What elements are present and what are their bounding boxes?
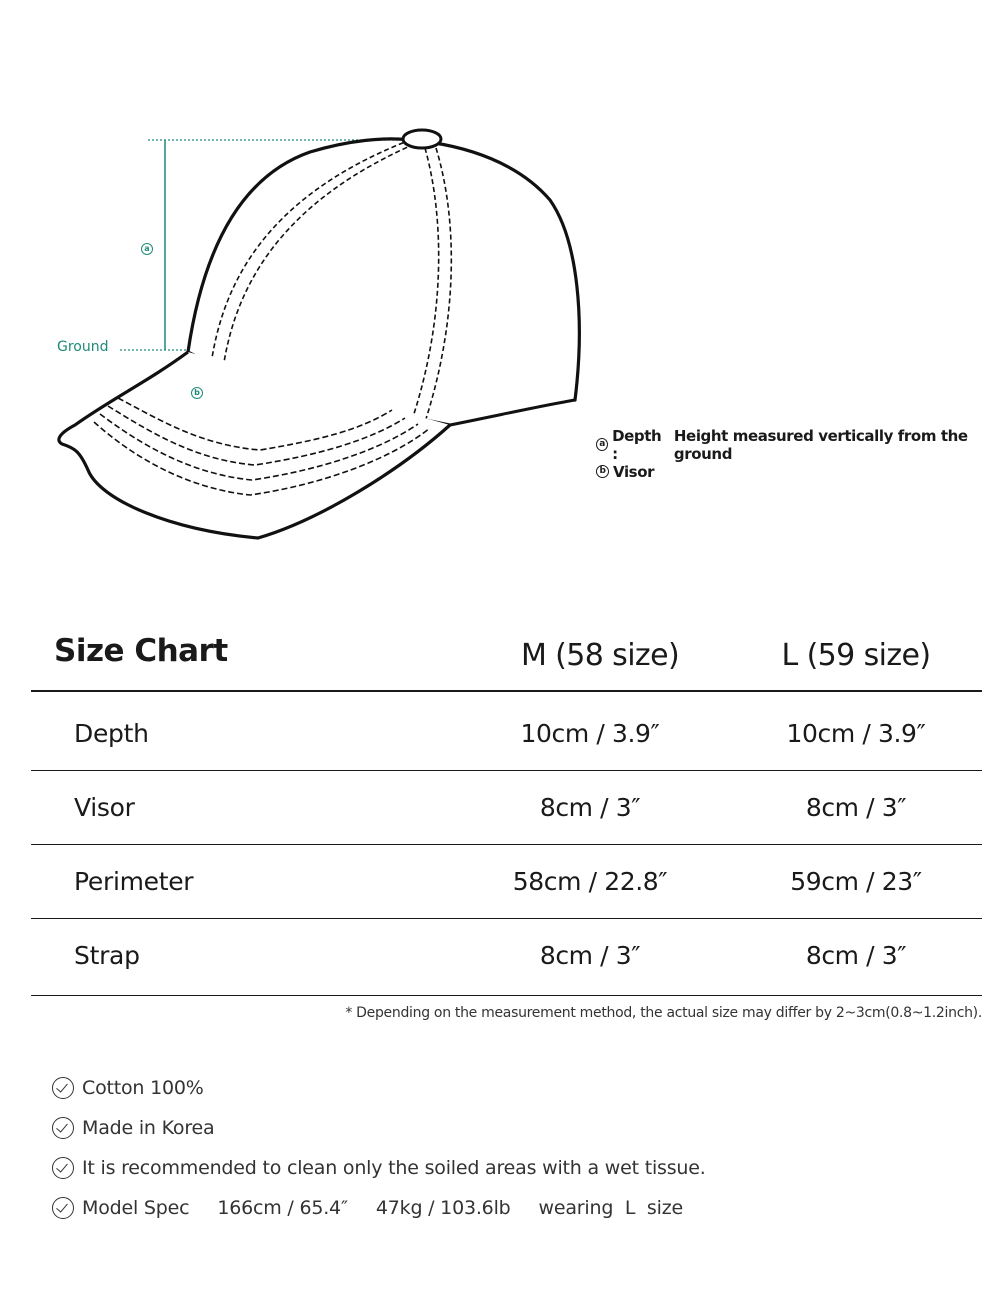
- cell-l: 59cm / 23″: [790, 866, 922, 896]
- top-button: [403, 130, 441, 148]
- table-row-strap: [31, 918, 982, 992]
- column-header-m: M (58 size): [520, 638, 680, 673]
- cell-m: 10cm / 3.9″: [520, 718, 660, 748]
- table-row-perimeter: [31, 844, 982, 918]
- row-label: Visor: [74, 792, 135, 822]
- check-circle-icon: [52, 1117, 74, 1139]
- feature-item: [52, 1148, 706, 1188]
- product-features: [52, 1068, 706, 1228]
- stitch-left-2: [222, 146, 410, 376]
- legend-marker-b: b: [596, 465, 609, 478]
- table-top-rule: [31, 690, 982, 692]
- model-wearing-size: wearing L size: [538, 1197, 683, 1219]
- visor-marker: b: [191, 387, 203, 399]
- diagram-legend: [596, 426, 1000, 485]
- model-height: 166cm / 65.4″: [217, 1197, 348, 1219]
- feature-text: Made in Korea: [82, 1117, 215, 1139]
- legend-item-depth: [596, 426, 1000, 463]
- feature-text: It is recommended to clean only the soiled areas with a wet tissue.: [82, 1157, 706, 1179]
- stitch-center-1: [412, 148, 439, 420]
- cell-l: 10cm / 3.9″: [786, 718, 926, 748]
- legend-text-depth: Height measured vertically from the ground: [673, 426, 968, 463]
- cell-m: 58cm / 22.8″: [512, 866, 668, 896]
- legend-marker-a: a: [596, 438, 608, 451]
- measurement-note: * Depending on the measurement method, the actual size may differ by 2~3cm(0.8~1.2inch).: [345, 1005, 982, 1021]
- check-circle-icon: [52, 1157, 74, 1179]
- model-spec: [52, 1188, 706, 1228]
- column-header-l: L (59 size): [781, 638, 931, 673]
- row-label: Perimeter: [74, 866, 194, 896]
- crown-outline: [188, 139, 579, 400]
- row-label: Depth: [74, 718, 149, 748]
- cap-diagram: [0, 0, 1000, 580]
- feature-item: [52, 1068, 706, 1108]
- check-circle-icon: [52, 1197, 74, 1219]
- cell-l: 8cm / 3″: [805, 940, 907, 970]
- ground-label: Ground: [57, 339, 109, 355]
- cell-m: 8cm / 3″: [539, 792, 641, 822]
- table-bottom-rule: [31, 995, 982, 996]
- visor-outline: [59, 352, 450, 538]
- legend-label-depth: Depth :: [612, 426, 662, 463]
- feature-item: [52, 1108, 706, 1148]
- size-chart-title: Size Chart: [54, 633, 228, 669]
- check-circle-icon: [52, 1077, 74, 1099]
- feature-text: Cotton 100%: [82, 1077, 204, 1099]
- cell-m: 8cm / 3″: [539, 940, 641, 970]
- stitch-left-1: [210, 142, 405, 372]
- cap-illustration: [0, 0, 1000, 580]
- model-spec-label: Model Spec: [82, 1197, 190, 1219]
- table-row-depth: [31, 696, 982, 770]
- cell-l: 8cm / 3″: [805, 792, 907, 822]
- depth-marker: a: [141, 243, 153, 255]
- legend-label-visor: Visor: [613, 462, 655, 481]
- row-label: Strap: [74, 940, 140, 970]
- table-row-visor: [31, 770, 982, 844]
- model-weight: 47kg / 103.6lb: [375, 1197, 511, 1219]
